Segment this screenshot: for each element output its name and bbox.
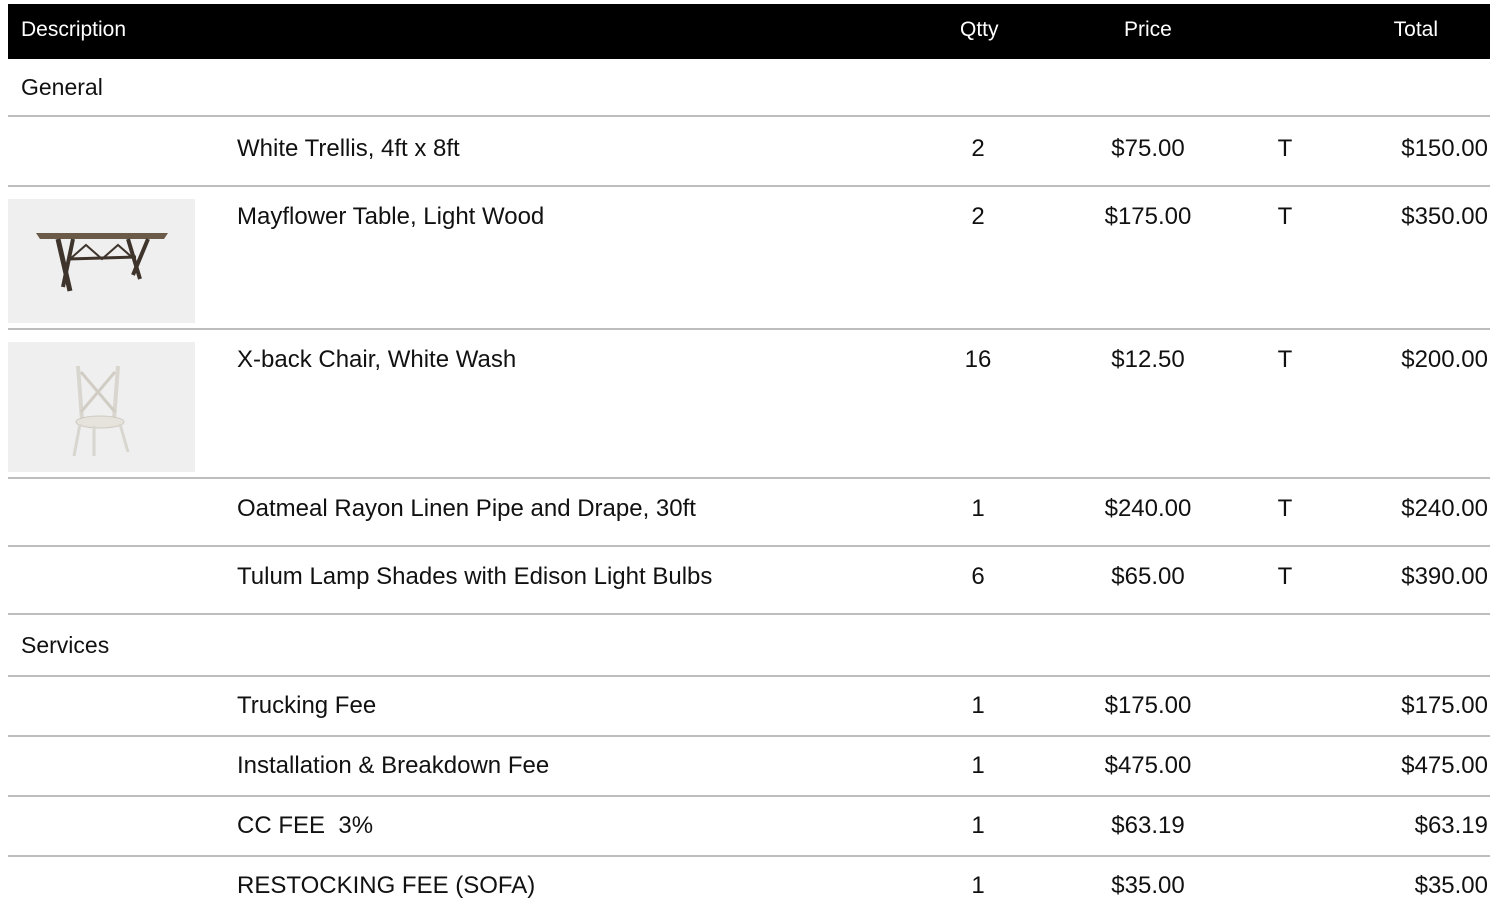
item-qty: 2 bbox=[971, 135, 985, 162]
item-tax-flag: T bbox=[1277, 346, 1293, 373]
item-tax-flag: T bbox=[1277, 203, 1293, 230]
item-description: X-back Chair, White Wash bbox=[237, 346, 517, 373]
table-row bbox=[8, 737, 1490, 797]
item-qty: 1 bbox=[971, 872, 985, 899]
item-tax-flag: T bbox=[1277, 135, 1293, 162]
item-total: $150.00 bbox=[1401, 135, 1488, 162]
item-total: $350.00 bbox=[1401, 203, 1488, 230]
table-thumbnail bbox=[8, 199, 195, 323]
section-title: General bbox=[21, 74, 103, 100]
item-description: Mayflower Table, Light Wood bbox=[237, 203, 545, 230]
item-total: $475.00 bbox=[1401, 752, 1488, 779]
header-price: Price bbox=[1124, 18, 1172, 41]
item-qty: 6 bbox=[971, 563, 985, 590]
chair-image bbox=[8, 342, 195, 472]
table-row bbox=[8, 330, 1490, 479]
header-description: Description bbox=[21, 18, 127, 41]
section-general bbox=[8, 59, 1490, 117]
table-row bbox=[8, 547, 1490, 615]
item-tax-flag: T bbox=[1277, 563, 1293, 590]
table-row bbox=[8, 857, 1490, 905]
header-total: Total bbox=[1393, 18, 1438, 41]
item-price: $240.00 bbox=[1104, 495, 1192, 522]
item-total: $63.19 bbox=[1414, 812, 1488, 839]
item-total: $200.00 bbox=[1401, 346, 1488, 373]
item-price: $475.00 bbox=[1104, 752, 1192, 779]
item-description: Oatmeal Rayon Linen Pipe and Drape, 30ft bbox=[237, 495, 696, 522]
table-row bbox=[8, 797, 1490, 857]
table-row bbox=[8, 677, 1490, 737]
item-description: Trucking Fee bbox=[237, 692, 377, 719]
section-title: Services bbox=[21, 632, 110, 658]
item-qty: 2 bbox=[971, 203, 985, 230]
section-services bbox=[8, 615, 1490, 677]
table-image bbox=[8, 199, 195, 323]
table-row bbox=[8, 479, 1490, 547]
item-description: Tulum Lamp Shades with Edison Light Bulbs bbox=[237, 563, 713, 590]
item-description: White Trellis, 4ft x 8ft bbox=[237, 135, 460, 162]
item-qty: 1 bbox=[971, 692, 985, 719]
table-row bbox=[8, 187, 1490, 330]
item-qty: 1 bbox=[971, 812, 985, 839]
table-row bbox=[8, 119, 1490, 187]
item-qty: 16 bbox=[964, 346, 992, 373]
item-price: $75.00 bbox=[1111, 135, 1185, 162]
item-total: $175.00 bbox=[1401, 692, 1488, 719]
item-total: $35.00 bbox=[1414, 872, 1488, 899]
item-price: $175.00 bbox=[1104, 692, 1192, 719]
item-qty: 1 bbox=[971, 752, 985, 779]
item-total: $240.00 bbox=[1401, 495, 1488, 522]
item-description: Installation & Breakdown Fee bbox=[237, 752, 550, 779]
header-qty: Qtty bbox=[960, 18, 999, 41]
table-header bbox=[8, 4, 1490, 59]
item-price: $35.00 bbox=[1111, 872, 1185, 899]
chair-thumbnail bbox=[8, 342, 195, 472]
item-price: $63.19 bbox=[1111, 812, 1185, 839]
item-description: CC FEE 3% bbox=[237, 812, 374, 839]
item-tax-flag: T bbox=[1277, 495, 1293, 522]
item-total: $390.00 bbox=[1401, 563, 1488, 590]
item-price: $12.50 bbox=[1111, 346, 1185, 373]
item-price: $175.00 bbox=[1104, 203, 1192, 230]
item-qty: 1 bbox=[971, 495, 985, 522]
item-price: $65.00 bbox=[1111, 563, 1185, 590]
item-description: RESTOCKING FEE (SOFA) bbox=[237, 872, 536, 899]
